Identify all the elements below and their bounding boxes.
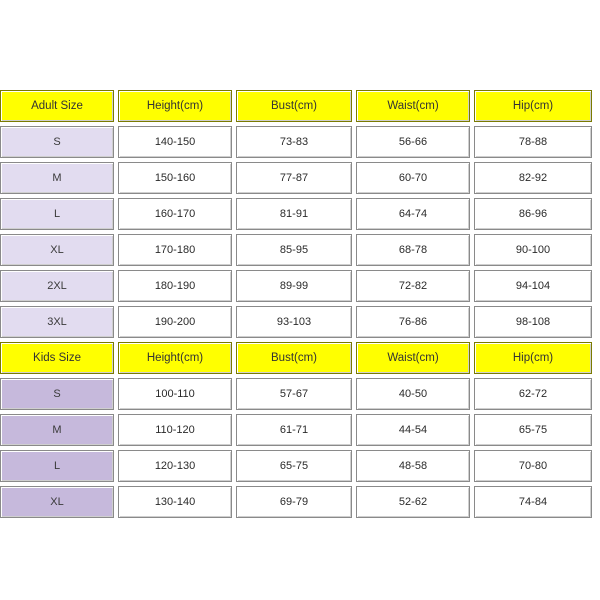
hip-cell: 98-108 bbox=[474, 306, 592, 338]
hip-cell: 62-72 bbox=[474, 378, 592, 410]
bust-cell: 57-67 bbox=[236, 378, 352, 410]
waist-cell: 52-62 bbox=[356, 486, 470, 518]
bust-cell: 81-91 bbox=[236, 198, 352, 230]
height-cell: 160-170 bbox=[118, 198, 232, 230]
size-cell: M bbox=[0, 162, 114, 194]
waist-cell: 56-66 bbox=[356, 126, 470, 158]
kids-hip-header: Hip(cm) bbox=[474, 342, 592, 374]
bust-cell: 89-99 bbox=[236, 270, 352, 302]
bust-cell: 69-79 bbox=[236, 486, 352, 518]
table-row bbox=[0, 270, 600, 302]
height-cell: 130-140 bbox=[118, 486, 232, 518]
bust-cell: 85-95 bbox=[236, 234, 352, 266]
hip-cell: 94-104 bbox=[474, 270, 592, 302]
waist-cell: 60-70 bbox=[356, 162, 470, 194]
adult-hip-header: Hip(cm) bbox=[474, 90, 592, 122]
table-row bbox=[0, 126, 600, 158]
table-row bbox=[0, 378, 600, 410]
hip-cell: 82-92 bbox=[474, 162, 592, 194]
bust-cell: 93-103 bbox=[236, 306, 352, 338]
size-cell: 2XL bbox=[0, 270, 114, 302]
height-cell: 140-150 bbox=[118, 126, 232, 158]
height-cell: 120-130 bbox=[118, 450, 232, 482]
waist-cell: 68-78 bbox=[356, 234, 470, 266]
hip-cell: 86-96 bbox=[474, 198, 592, 230]
table-row bbox=[0, 198, 600, 230]
hip-cell: 65-75 bbox=[474, 414, 592, 446]
table-row bbox=[0, 414, 600, 446]
size-cell: S bbox=[0, 126, 114, 158]
hip-cell: 90-100 bbox=[474, 234, 592, 266]
kids-header-row bbox=[0, 342, 600, 374]
adult-size-header: Adult Size bbox=[0, 90, 114, 122]
table-row bbox=[0, 486, 600, 518]
size-cell: XL bbox=[0, 234, 114, 266]
kids-size-header: Kids Size bbox=[0, 342, 114, 374]
waist-cell: 64-74 bbox=[356, 198, 470, 230]
waist-cell: 40-50 bbox=[356, 378, 470, 410]
kids-waist-header: Waist(cm) bbox=[356, 342, 470, 374]
adult-header-row bbox=[0, 90, 600, 122]
adult-bust-header: Bust(cm) bbox=[236, 90, 352, 122]
waist-cell: 48-58 bbox=[356, 450, 470, 482]
height-cell: 170-180 bbox=[118, 234, 232, 266]
hip-cell: 78-88 bbox=[474, 126, 592, 158]
kids-height-header: Height(cm) bbox=[118, 342, 232, 374]
size-chart bbox=[0, 90, 600, 522]
hip-cell: 74-84 bbox=[474, 486, 592, 518]
bust-cell: 73-83 bbox=[236, 126, 352, 158]
kids-size-table bbox=[0, 342, 600, 518]
adult-waist-header: Waist(cm) bbox=[356, 90, 470, 122]
size-cell: L bbox=[0, 198, 114, 230]
kids-bust-header: Bust(cm) bbox=[236, 342, 352, 374]
size-cell: L bbox=[0, 450, 114, 482]
height-cell: 180-190 bbox=[118, 270, 232, 302]
hip-cell: 70-80 bbox=[474, 450, 592, 482]
table-row bbox=[0, 306, 600, 338]
size-cell: M bbox=[0, 414, 114, 446]
table-row bbox=[0, 450, 600, 482]
table-row bbox=[0, 234, 600, 266]
adult-size-table bbox=[0, 90, 600, 338]
bust-cell: 61-71 bbox=[236, 414, 352, 446]
size-cell: XL bbox=[0, 486, 114, 518]
waist-cell: 44-54 bbox=[356, 414, 470, 446]
table-row bbox=[0, 162, 600, 194]
waist-cell: 72-82 bbox=[356, 270, 470, 302]
size-cell: 3XL bbox=[0, 306, 114, 338]
size-cell: S bbox=[0, 378, 114, 410]
bust-cell: 65-75 bbox=[236, 450, 352, 482]
bust-cell: 77-87 bbox=[236, 162, 352, 194]
height-cell: 190-200 bbox=[118, 306, 232, 338]
height-cell: 110-120 bbox=[118, 414, 232, 446]
height-cell: 100-110 bbox=[118, 378, 232, 410]
height-cell: 150-160 bbox=[118, 162, 232, 194]
adult-height-header: Height(cm) bbox=[118, 90, 232, 122]
waist-cell: 76-86 bbox=[356, 306, 470, 338]
